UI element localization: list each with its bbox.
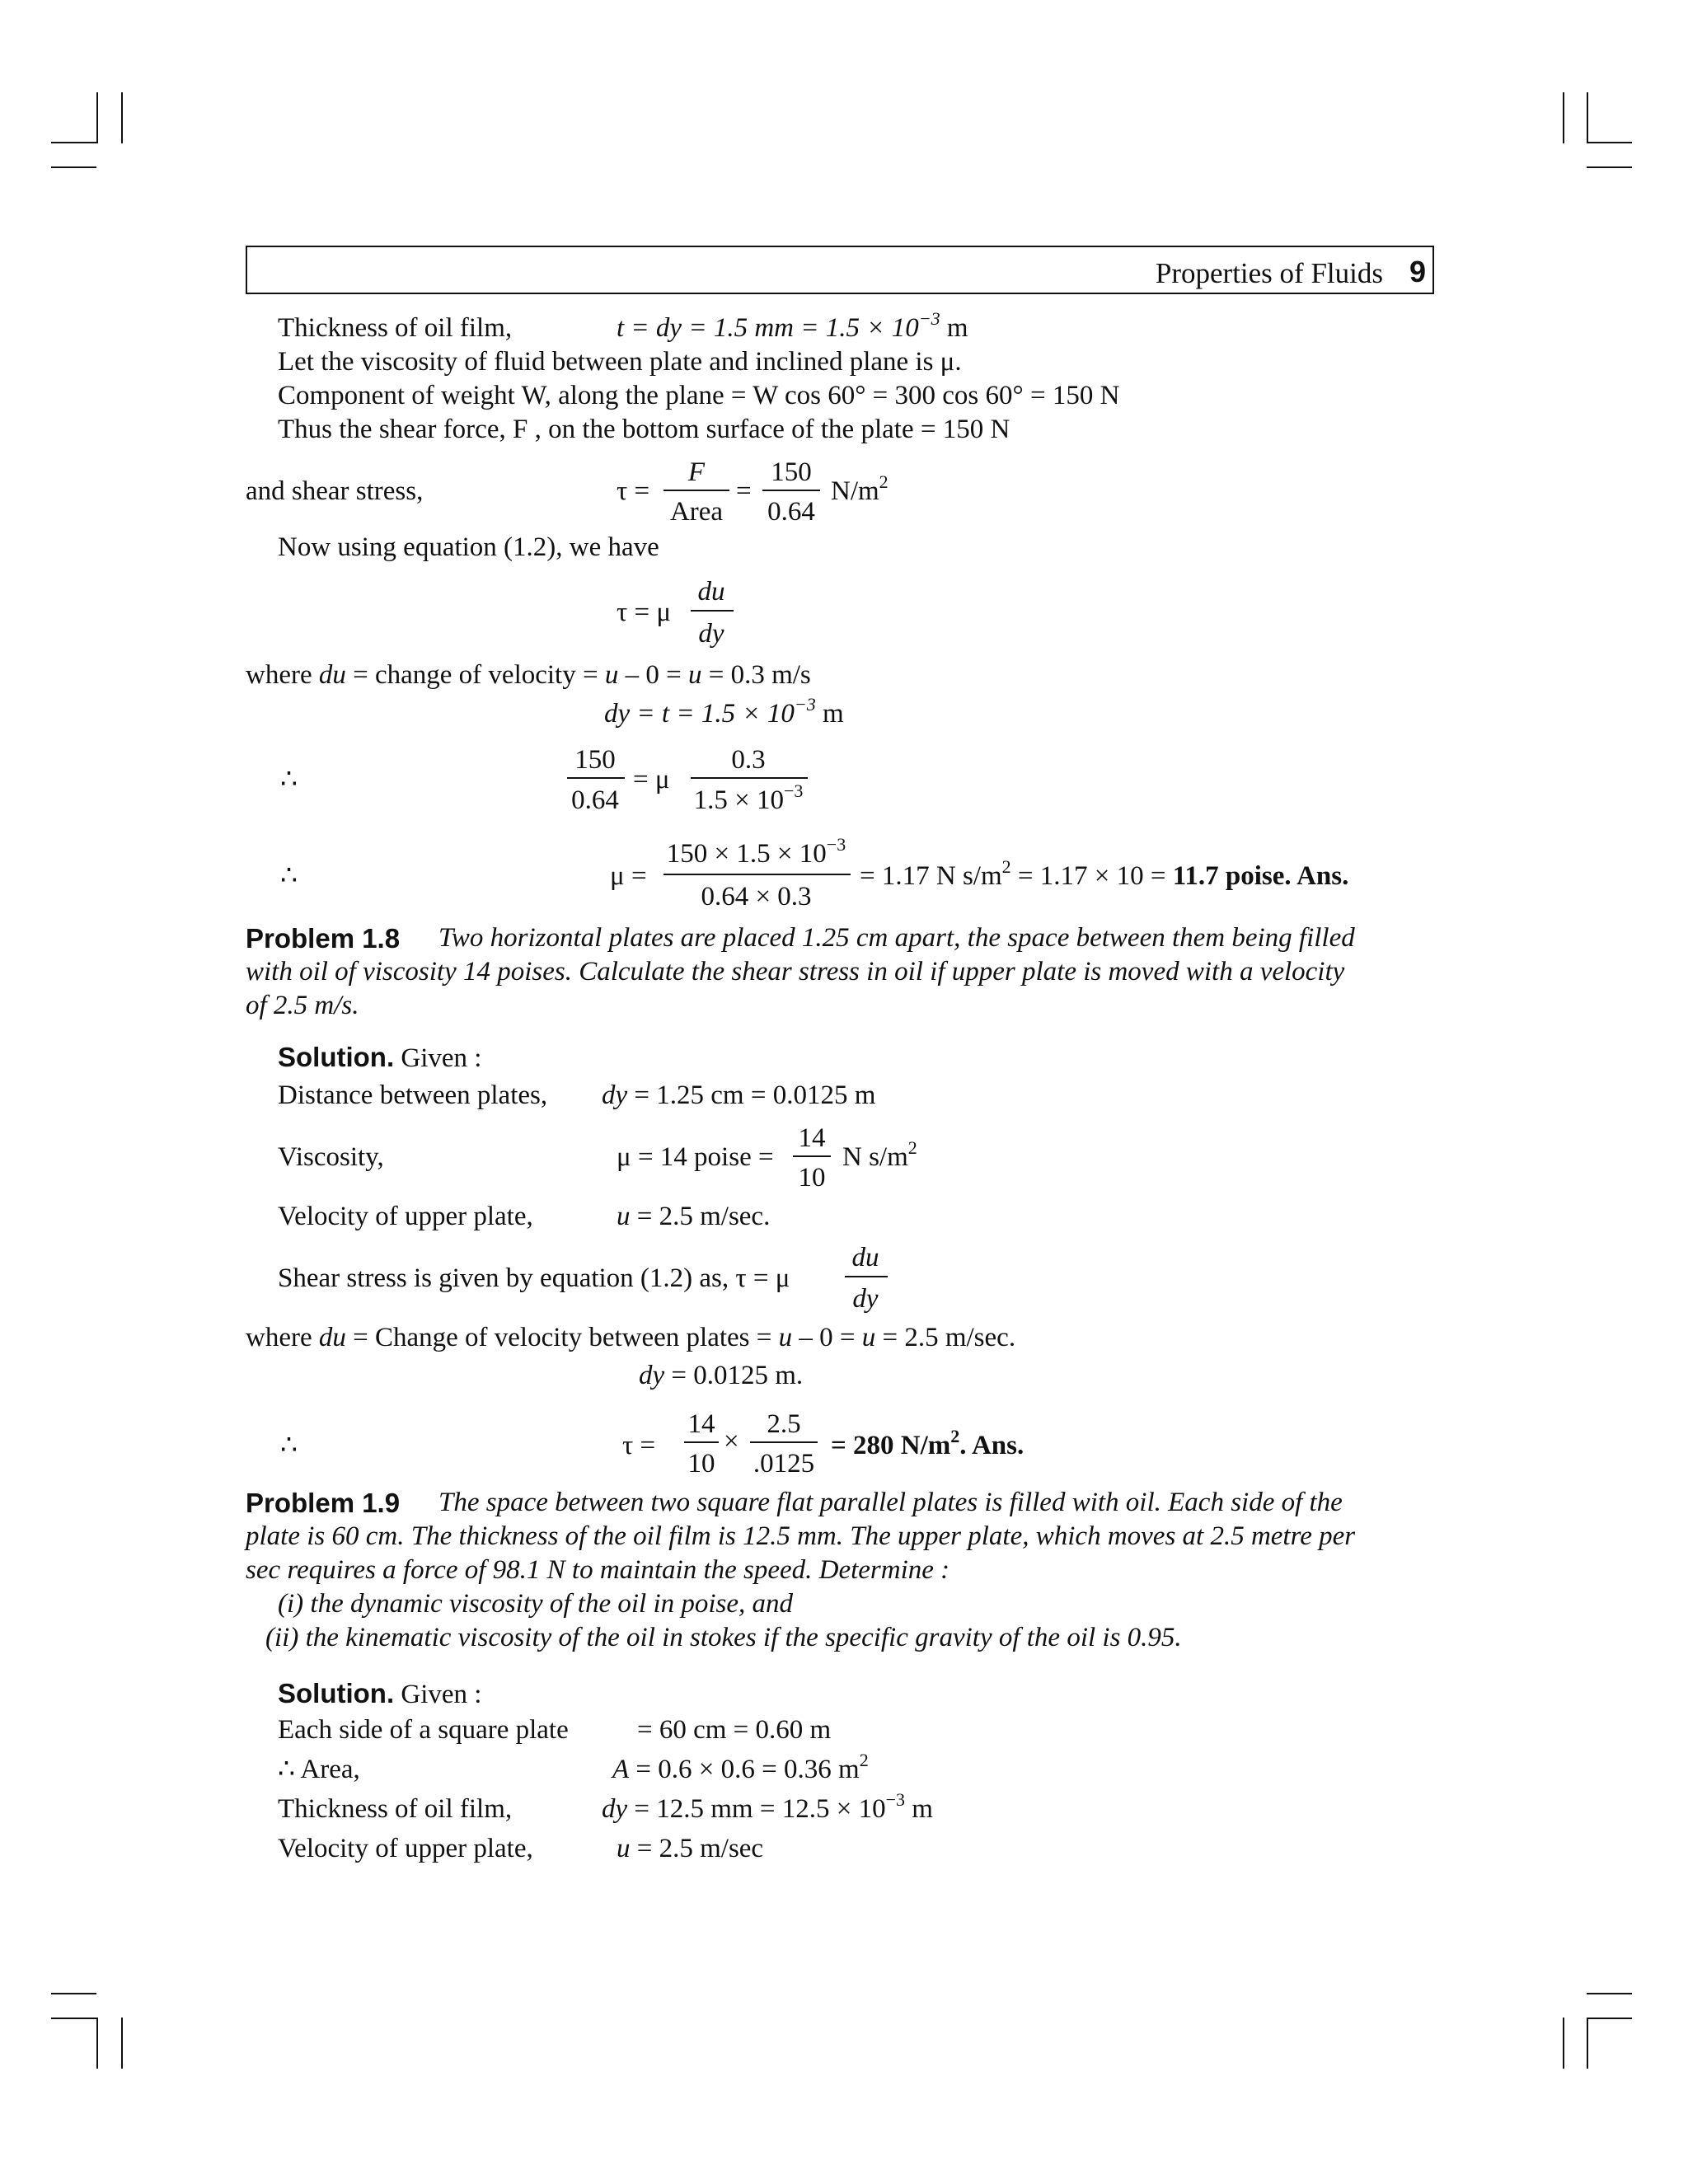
frac-f-num: F <box>687 457 706 487</box>
shear-stress-line: Shear stress is given by equation (1.2) as, τ = μ <box>278 1263 790 1293</box>
crop-mark <box>1587 2018 1632 2019</box>
tau-mu-eq: τ = μ <box>617 598 672 627</box>
visc-den: 10 <box>798 1163 826 1193</box>
solution-heading: Solution. Given : <box>278 1678 482 1709</box>
step1-den: 0.64 <box>571 785 619 815</box>
du-num: du <box>697 577 725 607</box>
distance-label: Distance between plates, <box>278 1080 548 1110</box>
crop-mark <box>1587 1993 1632 1994</box>
side-eq: = 60 cm = 0.60 m <box>637 1715 832 1745</box>
fraction-bar <box>684 1441 719 1443</box>
step1-rnum: 0.3 <box>731 745 766 775</box>
velocity-label: Velocity of upper plate, <box>278 1834 533 1863</box>
problem-1-9-text: sec requires a force of 98.1 N to maintain the speed. Determine : <box>246 1555 950 1585</box>
f2-den: .0125 <box>753 1449 815 1479</box>
problem-1-8-text: Two horizontal plates are placed 1.25 cm apart, the space between them being filled <box>438 923 1355 953</box>
viscosity-line: Let the viscosity of fluid between plate and inclined plane is μ. <box>278 347 962 377</box>
crop-mark <box>1587 166 1632 168</box>
crop-mark <box>1563 92 1564 143</box>
page-number: 9 <box>1409 255 1426 288</box>
problem-1-9-label: Problem 1.9 <box>246 1488 401 1518</box>
tau-eq: τ = <box>622 1431 656 1460</box>
f2-num: 2.5 <box>767 1409 801 1439</box>
velocity-eq: u = 2.5 m/sec. <box>617 1202 771 1231</box>
where-du-line: where du = change of velocity = u – 0 = u = 0.3 m/s <box>246 660 811 690</box>
area-eq: A = 0.6 × 0.6 = 0.36 $m^2$ <box>612 1750 869 1784</box>
fraction-bar <box>750 1441 818 1443</box>
component-line: Component of weight W, along the plane = W cos 60° = 300 cos 60° = 150 N <box>278 381 1120 410</box>
f1-num: 14 <box>687 1409 715 1439</box>
times-symbol: × <box>724 1427 739 1456</box>
crop-mark <box>51 2018 96 2019</box>
problem-1-9-text: The space between two square flat parallel plates is filled with oil. Each side of the <box>438 1488 1343 1517</box>
unit-nm2: $N/m^2$ <box>831 471 889 506</box>
velocity-eq: u = 2.5 m/sec <box>617 1834 764 1863</box>
area-label: ∴ Area, <box>278 1755 360 1784</box>
thickness-eq: dy = 12.5 mm = $12.5 \times 10^{-3}$ m <box>602 1789 933 1824</box>
solution-heading: Solution. Given : <box>278 1042 482 1073</box>
thickness-label: Thickness of oil film, <box>278 1794 513 1824</box>
crop-mark <box>1587 92 1588 143</box>
equals: = <box>736 476 752 506</box>
tau-eq: τ = <box>617 476 650 506</box>
fraction-bar <box>663 490 729 491</box>
therefore-symbol: ∴ <box>280 1431 298 1460</box>
fraction-bar <box>793 1155 831 1157</box>
step2-den: 0.64 × 0.3 <box>701 882 812 912</box>
dy-den: dy <box>852 1284 879 1314</box>
mu-eq: μ = <box>610 861 647 891</box>
visc-num: 14 <box>798 1123 826 1153</box>
fraction-bar <box>663 874 851 875</box>
fraction-bar <box>762 490 820 491</box>
thickness-label: Thickness of oil film, <box>278 313 513 343</box>
shear-force-line: Thus the shear force, F , on the bottom surface of the plate = 150 N <box>278 415 1010 444</box>
distance-eq: dy = 1.25 cm = 0.0125 m <box>602 1080 876 1110</box>
where-du-line: where du = Change of velocity between plates = u – 0 = u = 2.5 m/sec. <box>246 1323 1016 1352</box>
step1-num: 150 <box>574 745 616 775</box>
crop-mark <box>1587 142 1632 143</box>
fraction-bar <box>691 610 734 612</box>
shear-stress-label: and shear stress, <box>246 476 424 506</box>
fraction-bar <box>845 1276 888 1277</box>
therefore-symbol: ∴ <box>280 861 298 891</box>
crop-mark <box>51 1993 96 1994</box>
thickness-eq: t = dy = 1.5 mm = $1.5 \times 10^{-3}$ m <box>617 308 968 343</box>
fraction-bar <box>567 777 625 779</box>
problem-1-9-text: plate is 60 cm. The thickness of the oil film is 12.5 mm. The upper plate, which moves at 2.5 metre per <box>246 1521 1356 1551</box>
viscosity-eq: μ = 14 poise = <box>617 1142 774 1172</box>
header-title: Properties of Fluids <box>1155 257 1383 289</box>
problem-1-9-item-2: (ii) the kinematic viscosity of the oil in stokes if the specific gravity of the oil is 0.95. <box>265 1623 1182 1652</box>
step1-mid: = μ <box>633 765 670 794</box>
therefore-symbol: ∴ <box>280 765 298 794</box>
step1-rden: $1.5 \times 10^{-3}$ <box>693 780 804 815</box>
crop-mark <box>96 2018 98 2069</box>
du-num: du <box>851 1243 879 1272</box>
f1-den: 10 <box>687 1449 715 1479</box>
frac-area-den: Area <box>669 497 724 527</box>
crop-mark <box>1587 2018 1588 2069</box>
step2-result: = 1.17 N $s/m^2 = 1.17 \times 10 = 11.7$ poise. Ans. <box>860 856 1349 891</box>
crop-mark <box>121 2018 123 2069</box>
crop-mark <box>51 142 96 143</box>
page-header <box>246 246 1434 294</box>
answer-280: = 280 $N/m^2$. Ans. <box>831 1426 1025 1460</box>
crop-mark <box>96 92 98 143</box>
problem-1-8-text: of 2.5 m/s. <box>246 991 359 1020</box>
crop-mark <box>51 166 96 168</box>
problem-1-8-label: Problem 1.8 <box>246 923 401 954</box>
now-using-line: Now using equation (1.2), we have <box>278 532 659 562</box>
dy-den: dy <box>698 619 724 649</box>
side-label: Each side of a square plate <box>278 1715 569 1745</box>
viscosity-label: Viscosity, <box>278 1142 384 1172</box>
crop-mark <box>121 92 123 143</box>
problem-1-9-item-1: (i) the dynamic viscosity of the oil in poise, and <box>278 1589 794 1619</box>
problem-1-8-text: with oil of viscosity 14 poises. Calculate the shear stress in oil if upper plate is moved with a velocity <box>246 957 1345 987</box>
visc-unit: N $s/m^2$ <box>842 1137 917 1172</box>
frac-064-den: 0.64 <box>767 497 815 527</box>
fraction-bar <box>691 777 808 779</box>
velocity-label: Velocity of upper plate, <box>278 1202 533 1231</box>
dy-eq-line: dy = $t = 1.5 \times 10^{-3}$ m <box>604 694 844 729</box>
dy-eq-line: dy = 0.0125 m. <box>639 1361 804 1390</box>
frac-150-num: 150 <box>771 457 812 487</box>
crop-mark <box>1563 2018 1564 2069</box>
step2-num: $150 \times 1.5 \times 10^{-3}$ <box>666 834 846 869</box>
